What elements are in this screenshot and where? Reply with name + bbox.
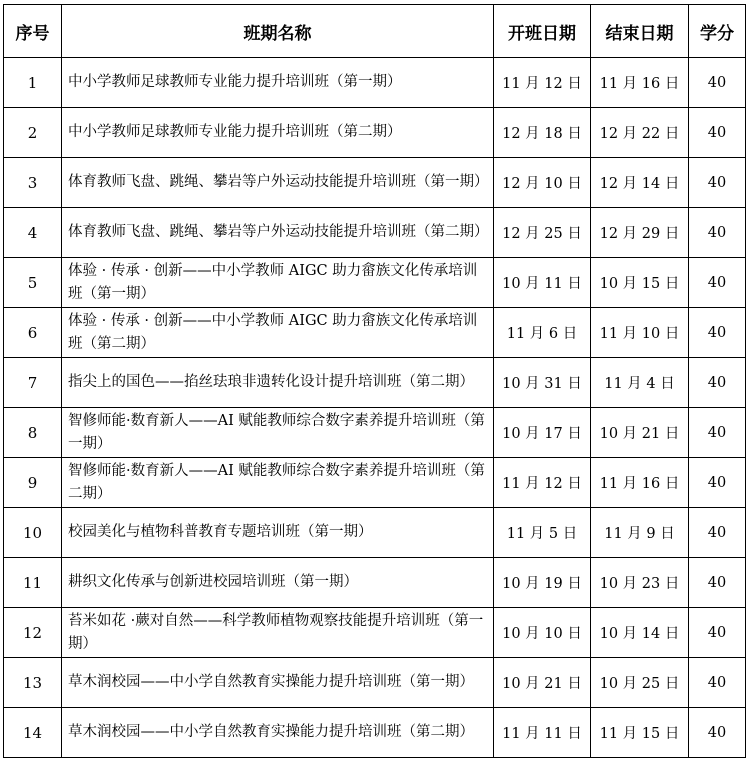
cell-credits: 40 (689, 158, 746, 208)
cell-start-date: 10 月 31 日 (494, 358, 591, 408)
cell-start-date: 12 月 25 日 (494, 208, 591, 258)
cell-class-name: 中小学教师足球教师专业能力提升培训班（第一期） (62, 58, 494, 108)
cell-start-date: 10 月 21 日 (494, 658, 591, 708)
table-row (4, 408, 746, 458)
header-index: 序号 (4, 5, 62, 58)
cell-start-date: 12 月 18 日 (494, 108, 591, 158)
cell-credits: 40 (689, 58, 746, 108)
cell-index: 5 (4, 258, 62, 308)
cell-end-date: 10 月 14 日 (591, 608, 689, 658)
cell-index: 13 (4, 658, 62, 708)
table-row (4, 458, 746, 508)
cell-index: 1 (4, 58, 62, 108)
cell-class-name: 指尖上的国色——掐丝珐琅非遗转化设计提升培训班（第二期） (62, 358, 494, 408)
cell-start-date: 11 月 12 日 (494, 458, 591, 508)
cell-end-date: 11 月 15 日 (591, 708, 689, 758)
cell-start-date: 11 月 12 日 (494, 58, 591, 108)
cell-class-name: 体育教师飞盘、跳绳、攀岩等户外运动技能提升培训班（第一期） (62, 158, 494, 208)
cell-end-date: 10 月 25 日 (591, 658, 689, 708)
cell-class-name: 体验 · 传承 · 创新——中小学教师 AIGC 助力畲族文化传承培训班（第一期） (62, 258, 494, 308)
cell-start-date: 12 月 10 日 (494, 158, 591, 208)
cell-start-date: 11 月 11 日 (494, 708, 591, 758)
cell-class-name: 耕织文化传承与创新进校园培训班（第一期） (62, 558, 494, 608)
cell-end-date: 11 月 9 日 (591, 508, 689, 558)
cell-class-name: 智修师能·数育新人——AI 赋能教师综合数字素养提升培训班（第一期） (62, 408, 494, 458)
table-row (4, 258, 746, 308)
cell-end-date: 10 月 15 日 (591, 258, 689, 308)
cell-credits: 40 (689, 458, 746, 508)
header-start-date: 开班日期 (494, 5, 591, 58)
cell-index: 10 (4, 508, 62, 558)
cell-class-name: 草木润校园——中小学自然教育实操能力提升培训班（第一期） (62, 658, 494, 708)
cell-credits: 40 (689, 208, 746, 258)
cell-credits: 40 (689, 608, 746, 658)
cell-credits: 40 (689, 308, 746, 358)
cell-start-date: 10 月 10 日 (494, 608, 591, 658)
cell-end-date: 11 月 10 日 (591, 308, 689, 358)
cell-credits: 40 (689, 558, 746, 608)
cell-end-date: 11 月 4 日 (591, 358, 689, 408)
cell-end-date: 11 月 16 日 (591, 458, 689, 508)
cell-credits: 40 (689, 708, 746, 758)
cell-start-date: 10 月 11 日 (494, 258, 591, 308)
cell-class-name: 校园美化与植物科普教育专题培训班（第一期） (62, 508, 494, 558)
table-row (4, 508, 746, 558)
cell-start-date: 11 月 6 日 (494, 308, 591, 358)
cell-index: 9 (4, 458, 62, 508)
cell-start-date: 10 月 19 日 (494, 558, 591, 608)
cell-index: 2 (4, 108, 62, 158)
table-row (4, 658, 746, 708)
cell-class-name: 智修师能·数育新人——AI 赋能教师综合数字素养提升培训班（第二期） (62, 458, 494, 508)
header-row (4, 5, 746, 58)
cell-class-name: 中小学教师足球教师专业能力提升培训班（第二期） (62, 108, 494, 158)
cell-start-date: 11 月 5 日 (494, 508, 591, 558)
cell-index: 4 (4, 208, 62, 258)
cell-class-name: 体育教师飞盘、跳绳、攀岩等户外运动技能提升培训班（第二期） (62, 208, 494, 258)
cell-class-name: 体验 · 传承 · 创新——中小学教师 AIGC 助力畲族文化传承培训班（第二期） (62, 308, 494, 358)
table-row (4, 708, 746, 758)
table-row (4, 208, 746, 258)
cell-credits: 40 (689, 658, 746, 708)
cell-index: 14 (4, 708, 62, 758)
table-row (4, 558, 746, 608)
table-header (4, 5, 746, 58)
cell-start-date: 10 月 17 日 (494, 408, 591, 458)
cell-end-date: 12 月 14 日 (591, 158, 689, 208)
cell-index: 12 (4, 608, 62, 658)
cell-credits: 40 (689, 108, 746, 158)
cell-class-name: 苔米如花 ·蕨对自然——科学教师植物观察技能提升培训班（第一期） (62, 608, 494, 658)
cell-class-name: 草木润校园——中小学自然教育实操能力提升培训班（第二期） (62, 708, 494, 758)
header-end-date: 结束日期 (591, 5, 689, 58)
cell-end-date: 10 月 21 日 (591, 408, 689, 458)
table-row (4, 608, 746, 658)
cell-end-date: 12 月 22 日 (591, 108, 689, 158)
cell-index: 11 (4, 558, 62, 608)
cell-credits: 40 (689, 358, 746, 408)
header-credits: 学分 (689, 5, 746, 58)
cell-credits: 40 (689, 408, 746, 458)
cell-end-date: 12 月 29 日 (591, 208, 689, 258)
table-row (4, 58, 746, 108)
cell-end-date: 11 月 16 日 (591, 58, 689, 108)
cell-index: 7 (4, 358, 62, 408)
cell-index: 6 (4, 308, 62, 358)
table-body (4, 58, 746, 758)
table-row (4, 158, 746, 208)
cell-credits: 40 (689, 508, 746, 558)
cell-end-date: 10 月 23 日 (591, 558, 689, 608)
training-schedule-table (3, 4, 746, 758)
header-name: 班期名称 (62, 5, 494, 58)
table-row (4, 308, 746, 358)
cell-credits: 40 (689, 258, 746, 308)
table-row (4, 358, 746, 408)
table-row (4, 108, 746, 158)
cell-index: 8 (4, 408, 62, 458)
cell-index: 3 (4, 158, 62, 208)
